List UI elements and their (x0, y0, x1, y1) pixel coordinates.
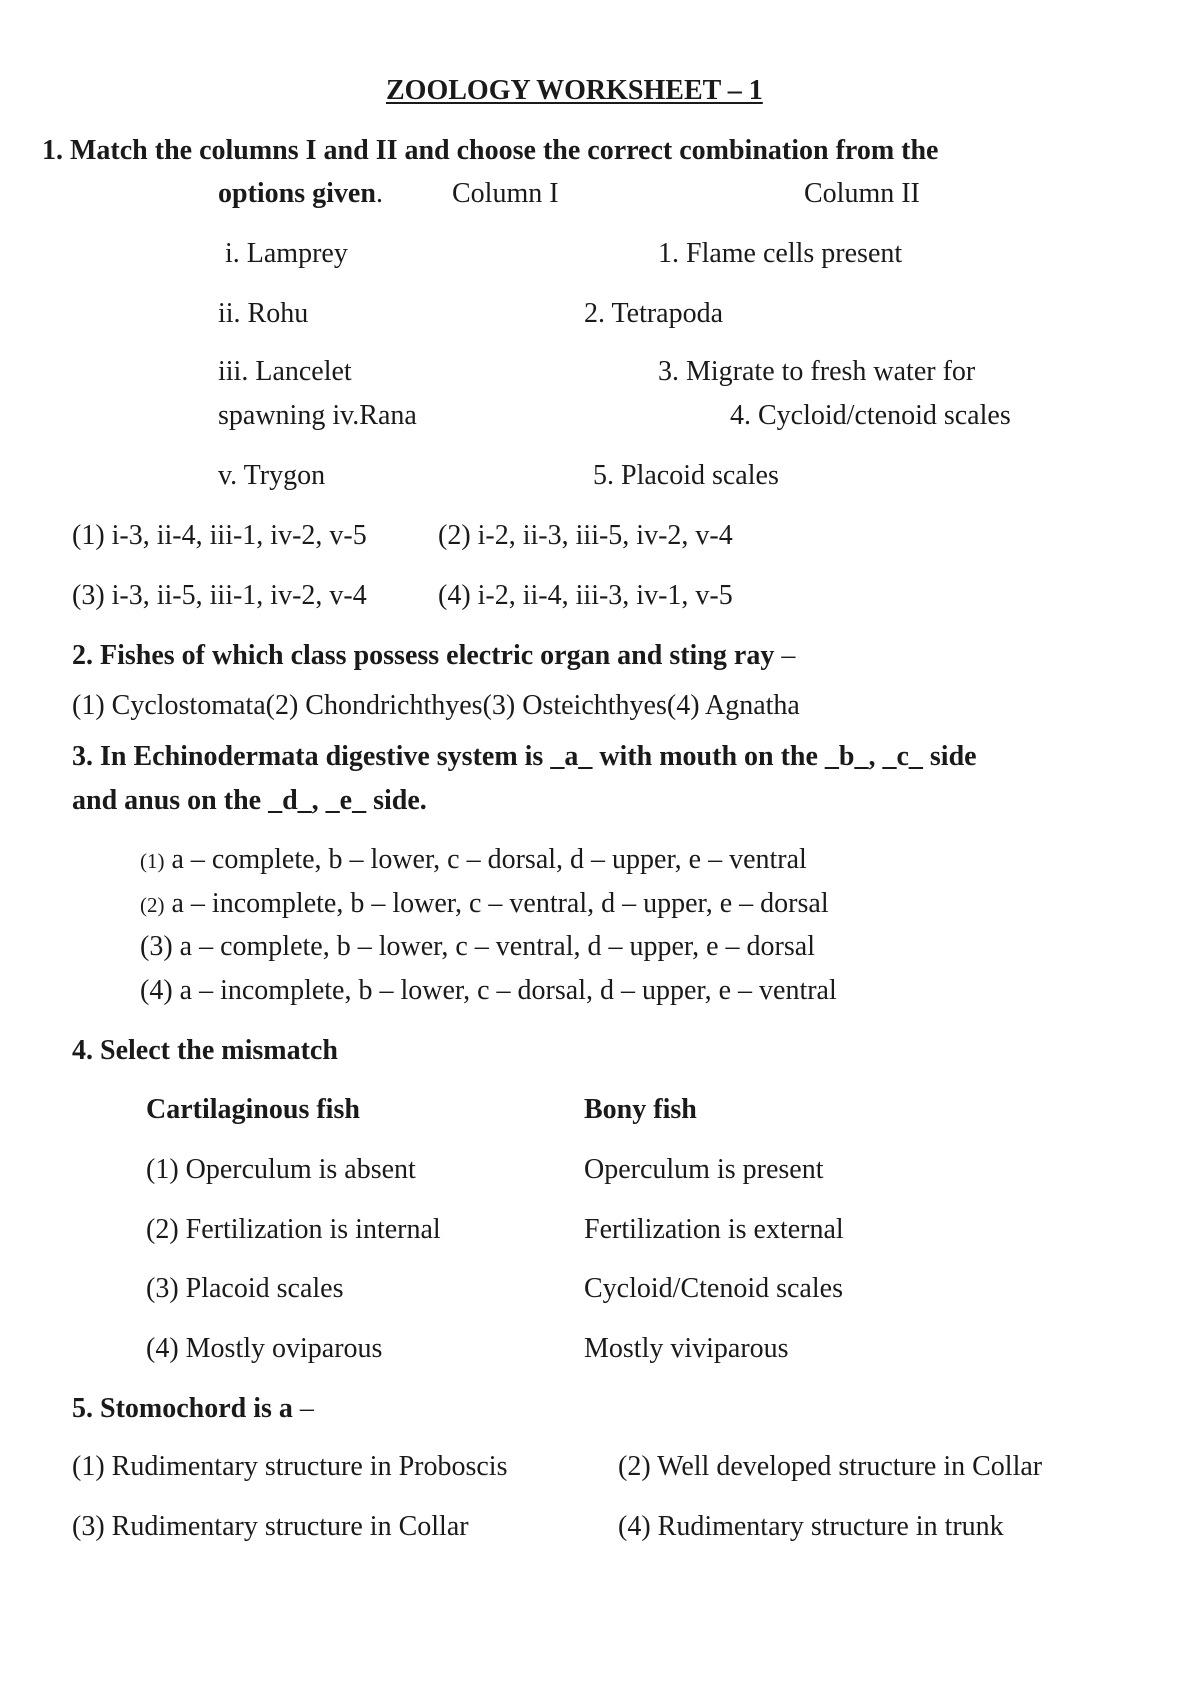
q1-col2-item-1: 1. Flame cells present (658, 238, 903, 269)
q2-stem-dash: – (774, 640, 796, 671)
q5-stem-dash: – (292, 1393, 314, 1424)
q4-row-4-left[interactable]: (4) Mostly oviparous (146, 1333, 383, 1364)
q4-header-cartilaginous: Cartilaginous fish (146, 1094, 360, 1125)
q4-header-bony: Bony fish (584, 1094, 697, 1125)
q3-stem-line2: and anus on the _d_, _e_ side. (72, 785, 427, 816)
q1-option-3[interactable]: (3) i-3, ii-5, iii-1, iv-2, v-4 (72, 580, 367, 611)
q4-stem: 4. Select the mismatch (72, 1035, 338, 1066)
q1-col2-item-3: 3. Migrate to fresh water for (658, 356, 976, 387)
q5-stem (72, 1395, 314, 1423)
q1-col1-item-i: i. Lamprey (225, 238, 348, 269)
q3-option-2-number: (2) (140, 893, 165, 917)
q5-option-4[interactable]: (4) Rudimentary structure in trunk (618, 1511, 1004, 1542)
q5-option-1[interactable]: (1) Rudimentary structure in Proboscis (72, 1451, 508, 1482)
q3-option-1[interactable] (140, 846, 807, 874)
q5-stem-text: 5. Stomochord is a (72, 1393, 293, 1424)
q1-col1-item-ii: ii. Rohu (218, 298, 309, 329)
q1-stem-line1: 1. Match the columns I and II and choose the correct combination from the (42, 135, 939, 166)
q1-column-1-header: Column I (452, 178, 559, 209)
q1-col2-item-4: 4. Cycloid/ctenoid scales (730, 400, 1011, 431)
q4-row-3-left[interactable]: (3) Placoid scales (146, 1273, 344, 1304)
page-title: ZOOLOGY WORKSHEET – 1 (386, 75, 763, 106)
q2-stem-text: 2. Fishes of which class possess electric organ and sting ray (72, 640, 775, 671)
q3-option-2-text: a – incomplete, b – lower, c – ventral, d – upper, e – dorsal (171, 888, 829, 919)
q3-option-1-text: a – complete, b – lower, c – dorsal, d – upper, e – ventral (171, 844, 807, 875)
q1-column-2-header: Column II (804, 178, 920, 209)
q5-option-2[interactable]: (2) Well developed structure in Collar (618, 1451, 1043, 1482)
q1-option-2[interactable]: (2) i-2, ii-3, iii-5, iv-2, v-4 (438, 520, 733, 551)
q4-row-2-right: Fertilization is external (584, 1214, 844, 1245)
q4-row-1-left[interactable]: (1) Operculum is absent (146, 1154, 416, 1185)
q1-stem-period: . (375, 178, 383, 209)
q3-option-1-number: (1) (140, 849, 165, 873)
q4-row-3-right: Cycloid/Ctenoid scales (584, 1273, 843, 1304)
q5-option-3[interactable]: (3) Rudimentary structure in Collar (72, 1511, 469, 1542)
q1-col1-item-v: v. Trygon (218, 460, 326, 491)
q3-option-4-text: a – incomplete, b – lower, c – dorsal, d – upper, e – ventral (179, 975, 837, 1006)
q2-stem (72, 642, 795, 670)
q2-options[interactable]: (1) Cyclostomata(2) Chondrichthyes(3) Osteichthyes(4) Agnatha (72, 690, 800, 721)
q3-option-3-text: a – complete, b – lower, c – ventral, d – upper, e – dorsal (179, 931, 815, 962)
q3-option-4-number: (4) (140, 975, 173, 1006)
q1-col1-item-iii: iii. Lancelet (218, 356, 352, 387)
q3-option-4[interactable] (140, 977, 837, 1005)
q1-col2-item-5: 5. Placoid scales (593, 460, 779, 491)
q1-col1-item-iv: spawning iv.Rana (218, 400, 417, 431)
q3-option-3[interactable] (140, 933, 815, 961)
q1-stem-line2-text: options given (218, 178, 376, 209)
q4-row-4-right: Mostly viviparous (584, 1333, 789, 1364)
q1-option-4[interactable]: (4) i-2, ii-4, iii-3, iv-1, v-5 (438, 580, 733, 611)
q1-col2-item-2: 2. Tetrapoda (584, 298, 724, 329)
q3-option-2[interactable] (140, 890, 829, 918)
q3-option-3-number: (3) (140, 931, 173, 962)
q4-row-2-left[interactable]: (2) Fertilization is internal (146, 1214, 441, 1245)
q1-option-1[interactable]: (1) i-3, ii-4, iii-1, iv-2, v-5 (72, 520, 367, 551)
q3-stem-line1: 3. In Echinodermata digestive system is _a_ with mouth on the _b_, _c_ side (72, 741, 977, 772)
q1-stem-line2 (218, 180, 383, 208)
q4-row-1-right: Operculum is present (584, 1154, 824, 1185)
